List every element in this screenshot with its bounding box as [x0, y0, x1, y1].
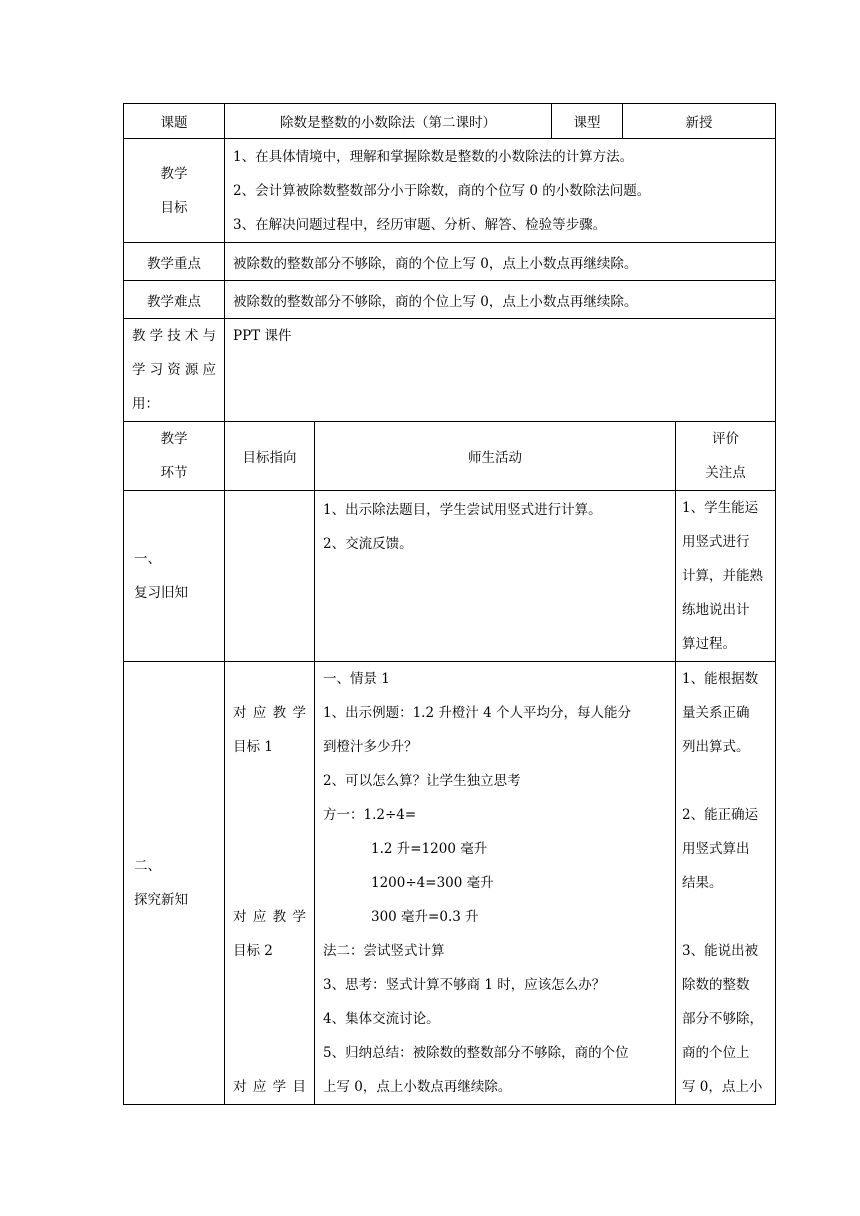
col-eval-line2: 关注点 [705, 465, 746, 481]
stage2-label [124, 662, 225, 1105]
objective-item: 2、会计算被除数整数部分小于除数，商的个位写 0 的小数除法问题。 [233, 183, 651, 199]
resources-label-line3: 用： [132, 396, 159, 412]
activity-line: 300 毫升=0.3 升 [371, 909, 479, 925]
stage1-label-line2: 复习旧知 [134, 585, 188, 601]
lesson-plan-table [123, 103, 776, 1105]
difficulty-value: 被除数的整数部分不够除，商的个位上写 0，点上小数点再继续除。 [225, 281, 776, 319]
stage1-goal [225, 491, 315, 662]
eval-line: 1、学生能运 [682, 500, 759, 516]
eval-line: 练地说出计 [682, 602, 750, 618]
activity-line: 1、出示例题：1.2 升橙汁 4 个人平均分，每人能分 [323, 705, 632, 721]
activity-line: 法二：尝试竖式计算 [323, 943, 445, 959]
stage1-label-line1: 一、 [134, 551, 161, 567]
header-row [124, 104, 776, 139]
eval-line: 2、能正确运 [682, 807, 759, 823]
eval-line: 用竖式进行 [682, 534, 750, 550]
resources-value: PPT 课件 [225, 319, 776, 422]
stage2-label-line1: 二、 [134, 858, 161, 874]
column-header-row [124, 422, 776, 491]
col-eval-line1: 评价 [712, 431, 739, 447]
eval-line: 结果。 [682, 875, 723, 891]
stage2-goals [225, 662, 315, 1105]
difficulty-row [124, 281, 776, 319]
col-goal-header: 目标指向 [225, 422, 315, 491]
eval-line: 部分不够除， [682, 1011, 763, 1027]
eval-line: 商的个位上 [682, 1045, 750, 1061]
eval-line: 用竖式算出 [682, 841, 750, 857]
eval-line: 除数的整数 [682, 977, 750, 993]
col-stage-header [124, 422, 225, 491]
resources-label-line2: 学习资源应 [132, 362, 216, 378]
objectives-label-line1: 教学 [160, 165, 188, 182]
activity-line: 到橙汁多少升？ [323, 739, 418, 755]
activity-line: 3、思考：竖式计算不够商 1 时，应该怎么办？ [323, 977, 606, 993]
objectives-list [225, 139, 776, 243]
resources-label-line1: 教学技术与 [132, 328, 216, 344]
topic-value: 除数是整数的小数除法（第二课时） [225, 104, 552, 139]
type-value: 新授 [623, 104, 776, 139]
objectives-row [124, 139, 776, 243]
goal-line: 对应教学 [233, 705, 306, 721]
key-point-label: 教学重点 [124, 243, 225, 281]
activity-line: 2、交流反馈。 [323, 536, 413, 552]
key-point-row [124, 243, 776, 281]
difficulty-label: 教学难点 [124, 281, 225, 319]
eval-line: 3、能说出被 [682, 943, 759, 959]
eval-line: 写 0，点上小 [682, 1079, 763, 1095]
objective-item: 3、在解决问题过程中，经历审题、分析、解答、检验等步骤。 [233, 217, 607, 233]
activity-line: 1200÷4=300 毫升 [371, 875, 494, 891]
goal-line: 对应学目 [233, 1079, 306, 1095]
stage1-activities [315, 491, 676, 662]
stage2-label-line2: 探究新知 [134, 892, 188, 908]
objective-item: 1、在具体情境中，理解和掌握除数是整数的小数除法的计算方法。 [233, 149, 634, 165]
eval-line: 算过程。 [682, 636, 736, 652]
eval-line: 计算，并能熟 [682, 568, 763, 584]
activity-line: 1.2 升=1200 毫升 [371, 841, 488, 857]
stage2-evaluation [676, 662, 776, 1105]
col-eval-header [676, 422, 776, 491]
key-point-value: 被除数的整数部分不够除，商的个位上写 0，点上小数点再继续除。 [225, 243, 776, 281]
activity-line: 5、归纳总结：被除数的整数部分不够除，商的个位 [323, 1045, 629, 1061]
activity-line: 1、出示除法题目，学生尝试用竖式进行计算。 [323, 502, 602, 518]
goal-line: 目标 1 [233, 739, 273, 755]
activity-line: 4、集体交流讨论。 [323, 1011, 440, 1027]
stage2-activities [315, 662, 676, 1105]
eval-line: 量关系正确 [682, 705, 750, 721]
type-label: 课型 [552, 104, 623, 139]
goal-line: 对应教学 [233, 909, 306, 925]
col-stage-line2: 环节 [160, 465, 188, 481]
resources-row [124, 319, 776, 422]
activity-line: 2、可以怎么算？让学生独立思考 [323, 773, 521, 789]
eval-line: 列出算式。 [682, 739, 750, 755]
activity-line: 方一：1.2÷4= [323, 807, 417, 823]
goal-line: 目标 2 [233, 943, 273, 959]
stage1-row [124, 491, 776, 662]
col-stage-line1: 教学 [160, 431, 188, 447]
eval-line: 1、能根据数 [682, 671, 759, 687]
topic-label: 课题 [124, 104, 225, 139]
objectives-label-line2: 目标 [160, 199, 188, 216]
stage1-evaluation [676, 491, 776, 662]
stage2-row [124, 662, 776, 1105]
activity-line: 上写 0，点上小数点再继续除。 [323, 1079, 512, 1095]
objectives-label [124, 139, 225, 243]
activity-line: 一、情景 1 [323, 671, 390, 687]
stage1-label [124, 491, 225, 662]
col-activity-header: 师生活动 [315, 422, 676, 491]
resources-label [124, 319, 225, 422]
